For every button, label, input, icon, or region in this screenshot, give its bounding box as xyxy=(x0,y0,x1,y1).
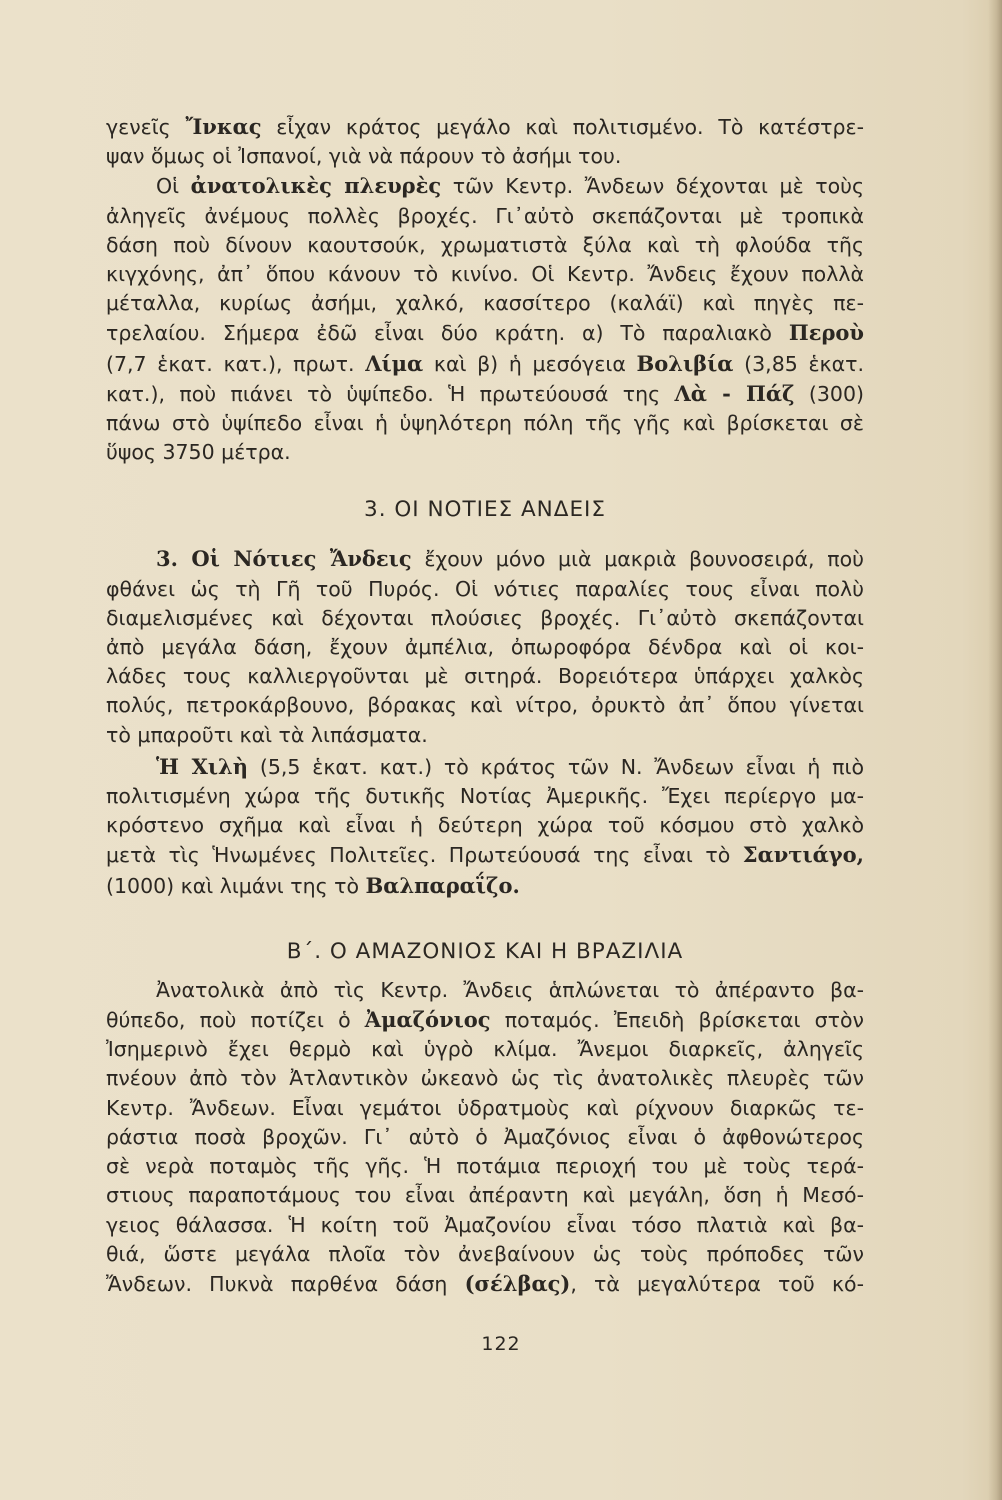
paragraph-incas xyxy=(106,112,864,171)
paragraph-southern-andes xyxy=(106,544,864,749)
text-line: τὸ μπαροῦτι καὶ τὰ λιπάσματα. xyxy=(106,722,428,747)
text-line: ἀπὸ μεγάλα δάση, ἔχουν ἀμπέλια, ὀπωροφόρα δένδρα καὶ οἱ κοι- xyxy=(106,635,864,660)
term-bolivia: Βολιβία xyxy=(636,350,734,376)
text-line: λάδες τους καλλιεργοῦνται μὲ σιτηρά. Βορειότερα ὑπάρχει χαλκὸς xyxy=(106,664,864,689)
paragraph-chile xyxy=(106,752,864,901)
text-line: γενεῖς Ἴνκας εἶχαν κράτος μεγάλο καὶ πολιτισμένο. Τὸ κατέστρε- xyxy=(106,114,864,139)
text-line: πολιτισμένη χώρα τῆς δυτικῆς Νοτίας Ἀμερικῆς. Ἔχει περίεργο μα- xyxy=(106,784,864,809)
term-section-number: 3. xyxy=(156,546,192,572)
text-line: κρόστενο σχῆμα καὶ εἶναι ἡ δεύτερη χώρα τοῦ κόσμου στὸ χαλκὸ xyxy=(106,813,864,838)
term-la-paz: Λὰ - Πάζ xyxy=(674,380,795,406)
term-peru: Περοὺ xyxy=(788,320,864,346)
text-line: τρελαίου. Σήμερα ἐδῶ εἶναι δύο κράτη. α) Τὸ παραλιακὸ Περοὺ xyxy=(106,320,864,346)
term-chile: Ἡ Χιλὴ xyxy=(156,753,249,779)
term-amazon: Ἀμαζόνιος xyxy=(364,1007,491,1033)
text-line: μέταλλα, κυρίως ἀσήμι, χαλκό, κασσίτερο (καλάϊ) καὶ πηγὲς πε- xyxy=(106,291,864,316)
page-number: 122 xyxy=(481,1333,521,1355)
text-line: θύπεδο, ποὺ ποτίζει ὁ Ἀμαζόνιος ποταμός. Ἐπειδὴ βρίσκεται στὸν xyxy=(106,1007,864,1033)
text-line: 3. Οἱ Νότιες Ἄνδεις ἔχουν μόνο μιὰ μακριὰ βουνοσειρά, ποὺ xyxy=(156,546,864,572)
text-line: (7,7 ἑκατ. κατ.), πρωτ. Λίμα καὶ β) ἡ μεσόγεια Βολιβία (3,85 ἑκατ. xyxy=(106,350,864,376)
text-line: Ἰσημερινὸ ἔχει θερμὸ καὶ ὑγρὸ κλίμα. Ἄνεμοι διαρκεῖς, ἀληγεῖς xyxy=(106,1037,864,1062)
text-line: διαμελισμένες καὶ δέχονται πλούσιες βροχές. Γι᾿αὐτὸ σκεπάζονται xyxy=(106,605,864,630)
text-line: ὕψος 3750 μέτρα. xyxy=(106,440,291,465)
term-incas: Ἴνκας xyxy=(185,114,262,139)
term-selvas: (σέλβας) xyxy=(464,1270,571,1296)
text-line: Οἱ ἀνατολικὲς πλευρὲς τῶν Κεντρ. Ἄνδεων δέχονται μὲ τοὺς xyxy=(156,173,865,199)
text-line: Ἄνδεων. Πυκνὰ παρθένα δάση (σέλβας), τὰ μεγαλύτερα τοῦ κό- xyxy=(106,1270,864,1296)
text-line: δάση ποὺ δίνουν καουτσούκ, χρωματιστὰ ξύλα καὶ τὴ φλούδα τῆς xyxy=(106,232,864,257)
text-line: γειος θάλασσα. Ἡ κοίτη τοῦ Ἀμαζονίου εἶναι τόσο πλατιὰ καὶ βα- xyxy=(106,1212,864,1237)
text-line: πολύς, πετροκάρβουνο, βόρακας καὶ νίτρο, ὀρυκτὸ ἀπ᾿ ὅπου γίνεται xyxy=(106,693,864,718)
text-line: Κεντρ. Ἄνδεων. Εἶναι γεμάτοι ὑδρατμοὺς καὶ ρίχνουν διαρκῶς τε- xyxy=(106,1095,864,1120)
term-southern-andes: Οἱ Νότιες Ἄνδεις xyxy=(191,546,412,572)
term-santiago: Σαντιάγο, xyxy=(742,842,864,868)
text-line: Ἀνατολικὰ ἀπὸ τὶς Κεντρ. Ἄνδεις ἁπλώνεται τὸ ἀπέραντο βα- xyxy=(156,977,864,1002)
page-edge-shadow xyxy=(988,0,1002,1500)
text-line: ἀληγεῖς ἀνέμους πολλὲς βροχές. Γι᾿αὐτὸ σκεπάζονται μὲ τροπικὰ xyxy=(106,203,864,228)
text-line: σὲ νερὰ ποταμὸς τῆς γῆς. Ἡ ποτάμια περιοχή του μὲ τοὺς τερά- xyxy=(106,1154,864,1179)
text-line: πάνω στὸ ὑψίπεδο εἶναι ἡ ὑψηλότερη πόλη τῆς γῆς καὶ βρίσκεται σὲ xyxy=(106,411,864,436)
text-line: (1000) καὶ λιμάνι της τὸ Βαλπαραΐζο. xyxy=(106,872,520,898)
term-valparaiso: Βαλπαραΐζο. xyxy=(365,872,520,898)
text-line: ψαν ὅμως οἱ Ἰσπανοί, γιὰ νὰ πάρουν τὸ ἀσήμι του. xyxy=(106,144,622,169)
text-line: Ἡ Χιλὴ (5,5 ἑκατ. κατ.) τὸ κράτος τῶν Ν. Ἄνδεων εἶναι ἡ πιὸ xyxy=(156,753,864,779)
term-lima: Λίμα xyxy=(365,350,424,376)
text-line: στιους παραποτάμους του εἶναι ἀπέραντη καὶ μεγάλη, ὅση ἡ Μεσό- xyxy=(106,1183,864,1208)
term-eastern-slopes: ἀνατολικὲς πλευρὲς xyxy=(190,173,442,199)
section-heading-southern-andes: 3. ΟΙ ΝΟΤΙΕΣ ΑΝΔΕΙΣ xyxy=(364,497,606,523)
text-line: κατ.), ποὺ πιάνει τὸ ὑψίπεδο. Ἡ πρωτεύουσά της Λὰ - Πάζ (300) xyxy=(106,380,864,406)
text-line: κιγχόνης, ἀπ᾿ ὅπου κάνουν τὸ κινίνο. Οἱ Κεντρ. Ἄνδεις ἔχουν πολλὰ xyxy=(106,262,864,287)
text-line: πνέουν ἀπὸ τὸν Ἀτλαντικὸν ὠκεανὸ ὡς τὶς ἀνατολικὲς πλευρὲς τῶν xyxy=(106,1066,864,1091)
paragraph-eastern-slopes xyxy=(106,171,864,467)
section-heading-amazon-brazil: Β΄. Ο ΑΜΑΖΟΝΙΟΣ ΚΑΙ Η ΒΡΑΖΙΛΙΑ xyxy=(286,938,684,964)
text-line: θιά, ὥστε μεγάλα πλοῖα τὸν ἀνεβαίνουν ὡς τοὺς πρόποδες τῶν xyxy=(106,1241,864,1266)
paragraph-amazon xyxy=(106,976,864,1299)
text-line: μετὰ τὶς Ἡνωμένες Πολιτεῖες. Πρωτεύουσά της εἶναι τὸ Σαντιάγο, xyxy=(106,842,864,868)
text-line: ράστια ποσὰ βροχῶν. Γι᾿ αὐτὸ ὁ Ἀμαζόνιος εἶναι ὁ ἀφθονώτερος xyxy=(106,1124,864,1149)
page-body xyxy=(106,112,864,1299)
text-line: φθάνει ὡς τὴ Γῆ τοῦ Πυρός. Οἱ νότιες παραλίες τους εἶναι πολὺ xyxy=(106,576,864,601)
